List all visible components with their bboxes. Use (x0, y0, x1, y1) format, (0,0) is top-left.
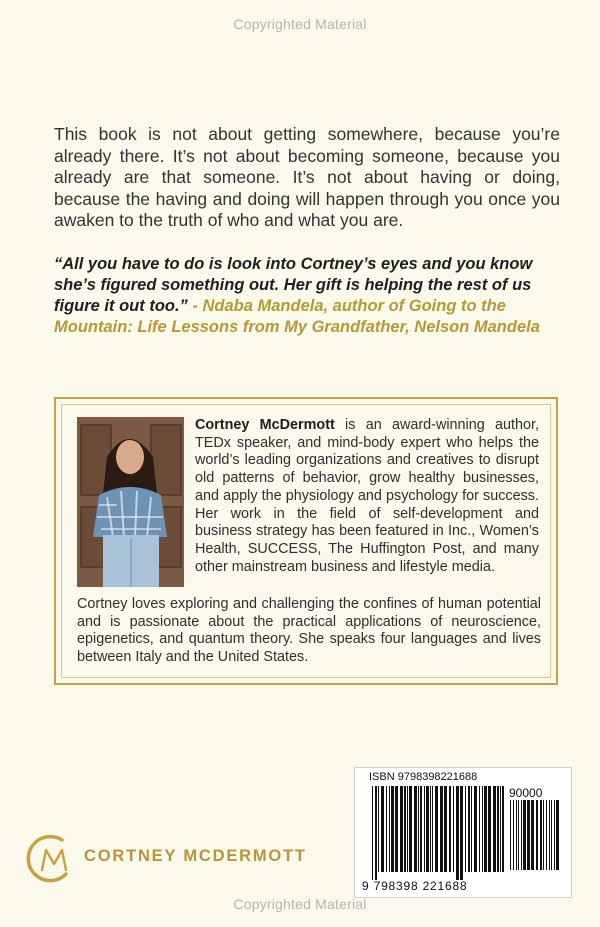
barcode-bar (540, 800, 542, 870)
barcode-bar (518, 800, 519, 870)
quote-book-title: Going to the Mountain: Life Lessons from My Grandfather, Nelson Mandela (54, 297, 540, 336)
barcode-bar (372, 786, 373, 880)
author-bio-paragraph-1 (195, 417, 539, 576)
author-bio-paragraph-2: Cortney loves exploring and challenging the confines of human potential and is passionate about the practical applications of neuroscience, epigenetics, and quantum theory. She speaks four languages and lives between Italy and the United States. (77, 596, 541, 666)
barcode-bar (502, 786, 504, 872)
barcode-bar (444, 786, 447, 872)
barcode-bar (440, 786, 443, 872)
barcode-bar (500, 786, 501, 872)
author-photo-illustration (77, 417, 184, 587)
barcode-bar (482, 786, 483, 872)
barcode-bar (513, 800, 514, 870)
back-cover-blurb: This book is not about getting somewhere, because you’re already there. It’s not about becoming someone, because you already are that someone. It’s not about having or doing, because the having and doing will happen through you once you awaken to the truth of who and what you are. (54, 124, 560, 230)
barcode-bar (432, 786, 433, 872)
barcode-bar (391, 786, 394, 872)
barcode-bar (404, 786, 406, 872)
barcode-bar (449, 786, 451, 872)
barcode-bar (471, 786, 472, 872)
barcode-bar (556, 800, 559, 870)
barcode-bar (516, 800, 517, 870)
author-name: Cortney McDermott (195, 417, 335, 433)
barcode-bar (424, 786, 425, 872)
barcode-bar (400, 786, 403, 872)
copyright-watermark-bottom: Copyrighted Material (233, 896, 367, 912)
barcode-bar (407, 786, 408, 872)
barcode-bar (420, 786, 422, 872)
barcode-bar (527, 800, 530, 870)
barcode-bar (453, 786, 454, 872)
barcode-bar (521, 800, 522, 870)
addon-barcode (510, 800, 560, 878)
barcode-bar (531, 800, 534, 870)
barcode-bar (554, 800, 555, 870)
quote-text: “All you have to do is look into Cortney’s eyes and you know she’s figured something out. Her gift is helping the rest of us figure it out too.” (54, 255, 533, 315)
barcode-bar (543, 800, 544, 870)
barcode-bar (418, 786, 419, 872)
author-logo-name: CORTNEY MCDERMOTT (84, 847, 307, 865)
barcode-bar (468, 786, 470, 872)
author-bio-text: is an award-winning author, TEDx speaker, and mind-body expert who helps the world’s leading organizations and creatives to disrupt old patterns of behavior, grow healthy businesses, and apply the physiology and psychology for success. Her work in the field of self-development and business strategy has been featured in Inc., Women’s Health, SUCCESS, The Huffington Post, and many other mainstream business and lifestyle media. (195, 417, 540, 575)
barcode-bar (474, 786, 477, 872)
barcode-bar (479, 786, 480, 872)
barcode-bar (523, 800, 526, 870)
barcode-bar (488, 786, 491, 872)
barcode-bar (409, 786, 412, 872)
barcode-bar (460, 786, 463, 880)
endorsement-quote (54, 254, 564, 338)
barcode-bar (386, 786, 387, 872)
barcode-bar (395, 786, 398, 872)
quote-attribution: - Ndaba Mandela, author of (187, 297, 409, 315)
barcode-bar (546, 800, 547, 870)
barcode-bar (536, 800, 538, 870)
barcode-bar (493, 786, 496, 872)
barcode-bar (378, 786, 379, 872)
barcode-bar (435, 786, 438, 872)
copyright-watermark-top: Copyrighted Material (233, 16, 367, 32)
barcode-bar (456, 786, 459, 880)
barcode-bar (551, 800, 552, 870)
barcode-bar (381, 786, 384, 872)
ean-digits: 9 798398 221688 (362, 879, 468, 893)
barcode-bar (389, 786, 390, 872)
author-logo (22, 828, 312, 888)
ean-barcode (372, 786, 504, 880)
barcode-bar (414, 786, 417, 872)
barcode-bar (430, 786, 431, 872)
isbn-label: ISBN 9798398221688 (369, 771, 478, 783)
barcode-bar (484, 786, 487, 872)
barcode-bar (426, 786, 429, 872)
barcode-bar (375, 786, 377, 880)
price-code: 90000 (509, 786, 543, 800)
barcode-bar (465, 786, 466, 872)
barcode-bar (497, 786, 499, 872)
cm-monogram-icon (22, 828, 80, 888)
author-photo (77, 417, 184, 587)
barcode-bar (549, 800, 550, 870)
barcode-bar (510, 800, 511, 870)
